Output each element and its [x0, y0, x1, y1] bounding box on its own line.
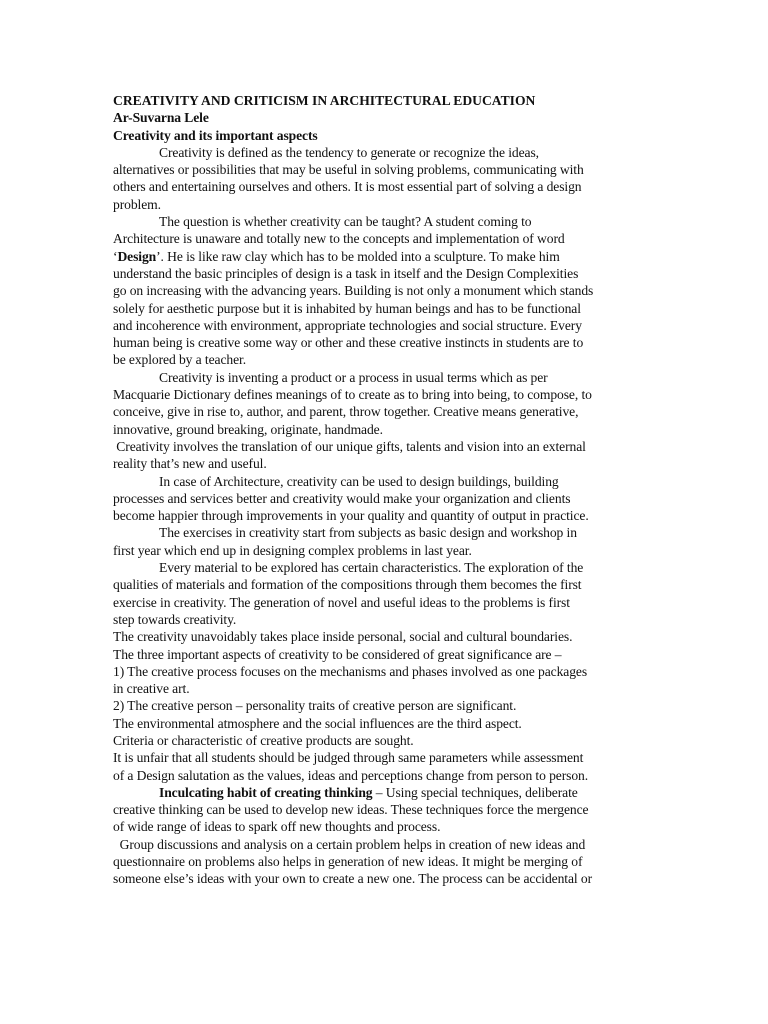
document-title: CREATIVITY AND CRITICISM IN ARCHITECTURAL EDUCATION — [113, 93, 536, 108]
text-line: 2) The creative person – personality traits of creative person are significant. — [113, 698, 517, 714]
text-run: – Using special techniques, deliberate — [372, 784, 578, 800]
text-line: of wide range of ideas to spark off new thoughts and process. — [113, 819, 441, 835]
text-line: of a Design salutation as the values, ideas and perceptions change from person to person. — [113, 767, 589, 783]
text-line: Creativity involves the translation of our unique gifts, talents and vision into an external — [113, 438, 586, 454]
text-line: exercise in creativity. The generation of novel and useful ideas to the problems is first — [113, 594, 570, 610]
text-line: understand the basic principles of design is a task in itself and the Design Complexities — [113, 265, 579, 281]
text-line: questionnaire on problems also helps in generation of new ideas. It might be merging of — [113, 854, 583, 870]
text-line — [113, 784, 673, 801]
text-line: Criteria or characteristic of creative products are sought. — [113, 732, 414, 748]
text-line: conceive, give in rise to, author, and parent, throw together. Creative means generative, — [113, 404, 579, 420]
text-line: in creative art. — [113, 681, 190, 697]
text-line: The environmental atmosphere and the social influences are the third aspect. — [113, 715, 522, 731]
text-line: solely for aesthetic purpose but it is inhabited by human beings and has to be functional — [113, 300, 581, 316]
text-line: be explored by a teacher. — [113, 352, 246, 368]
text-line: go on increasing with the advancing years. Building is not only a monument which stands — [113, 283, 594, 299]
text-line: human being is creative some way or other and these creative instincts in students are to — [113, 335, 584, 351]
text-line — [113, 248, 673, 265]
text-line: reality that’s new and useful. — [113, 456, 267, 472]
text-line: Creativity is defined as the tendency to generate or recognize the ideas, — [159, 144, 539, 160]
bold-term: Inculcating habit of creating thinking — [159, 784, 373, 800]
text-line: and incoherence with environment, appropriate technologies and social structure. Every — [113, 317, 582, 333]
text-line: alternatives or possibilities that may be useful in solving problems, communicating with — [113, 162, 584, 178]
document-body — [113, 92, 673, 888]
text-run: ’. He is like raw clay which has to be molded into a sculpture. To make him — [156, 248, 560, 264]
section-heading: Creativity and its important aspects — [113, 127, 318, 143]
text-line: The three important aspects of creativity to be considered of great significance are – — [113, 646, 562, 662]
text-line: In case of Architecture, creativity can be used to design buildings, building — [159, 473, 559, 489]
text-line: innovative, ground breaking, originate, handmade. — [113, 421, 383, 437]
text-line: Every material to be explored has certain characteristics. The exploration of the — [159, 560, 584, 576]
text-line: The question is whether creativity can be taught? A student coming to — [159, 214, 532, 230]
body-paragraphs — [113, 144, 673, 888]
text-line: processes and services better and creativity would make your organization and clients — [113, 490, 571, 506]
text-line: The creativity unavoidably takes place inside personal, social and cultural boundaries. — [113, 629, 573, 645]
text-line: Group discussions and analysis on a certain problem helps in creation of new ideas and — [113, 836, 586, 852]
text-run: ‘ — [113, 248, 118, 264]
text-line: problem. — [113, 196, 161, 212]
text-line: qualities of materials and formation of the compositions through them becomes the first — [113, 577, 582, 593]
text-line: It is unfair that all students should be judged through same parameters while assessment — [113, 750, 584, 766]
document-author: Ar-Suvarna Lele — [113, 110, 209, 126]
text-line: others and entertaining ourselves and others. It is most essential part of solving a design — [113, 179, 582, 195]
text-line: step towards creativity. — [113, 611, 237, 627]
text-line: first year which end up in designing complex problems in last year. — [113, 542, 472, 558]
text-line: 1) The creative process focuses on the mechanisms and phases involved as one packages — [113, 663, 588, 679]
text-line: Creativity is inventing a product or a process in usual terms which as per — [159, 369, 548, 385]
text-line: become happier through improvements in your quality and quantity of output in practice. — [113, 508, 589, 524]
text-line: someone else’s ideas with your own to create a new one. The process can be accidental or — [113, 871, 593, 887]
bold-term: Design — [117, 248, 157, 264]
text-line: Architecture is unaware and totally new to the concepts and implementation of word — [113, 231, 565, 247]
text-line: The exercises in creativity start from subjects as basic design and workshop in — [159, 525, 577, 541]
text-line: Macquarie Dictionary defines meanings of to create as to bring into being, to compose, to — [113, 387, 592, 403]
text-line: creative thinking can be used to develop new ideas. These techniques force the mergence — [113, 802, 589, 818]
